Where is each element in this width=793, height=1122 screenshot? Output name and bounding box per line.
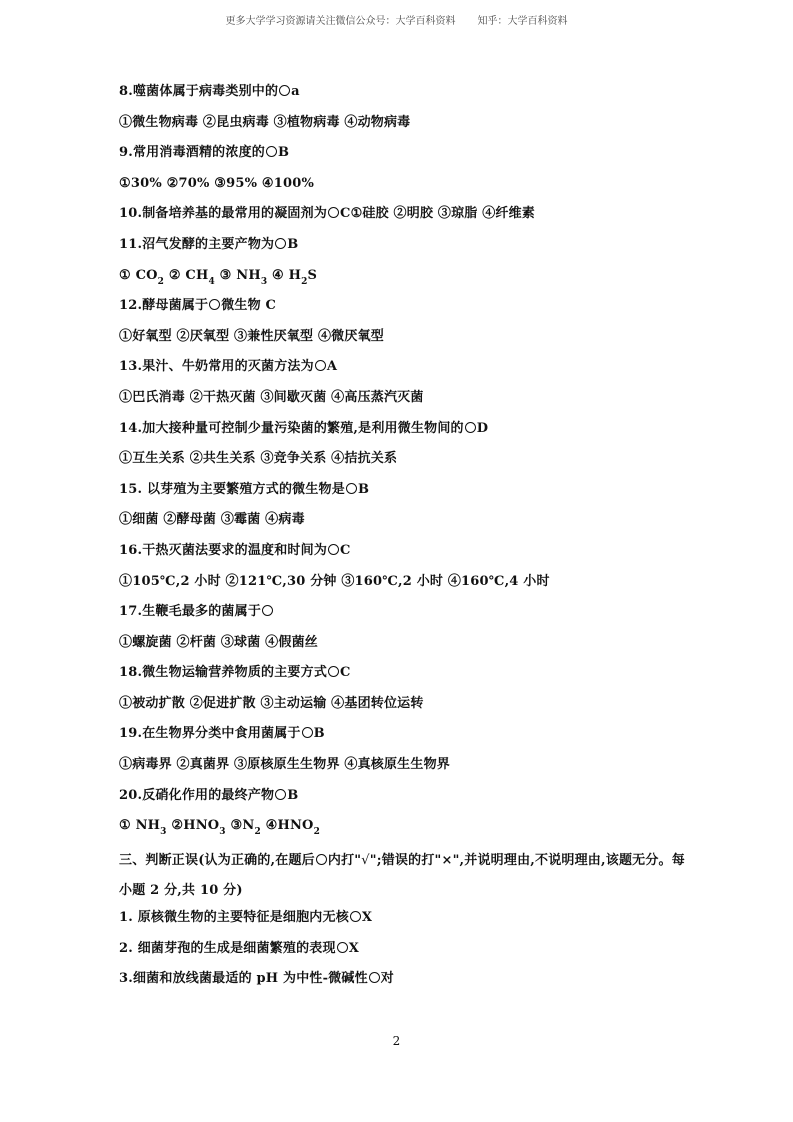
question-13-options: ①巴氏消毒 ②干热灭菌 ③间歇灭菌 ④高压蒸汽灭菌	[119, 389, 424, 405]
judge-2: 2. 细菌芽孢的生成是细菌繁殖的表现 X	[119, 940, 359, 956]
blank-circle	[369, 972, 380, 983]
question-12: 12.酵母菌属于 微生物 C	[119, 298, 277, 314]
question-9-options: ①30% ②70% ③95% ④100%	[119, 175, 315, 191]
question-18: 18.微生物运输营养物质的主要方式 C	[119, 665, 351, 681]
judge-1: 1. 原核微生物的主要特征是细胞内无核 X	[119, 910, 373, 926]
question-20-options: ① $NH_3$ $②HNO_3$ $③N_2$ $④HNO_2$	[119, 818, 321, 838]
header-right: 知乎：大学百科资料	[477, 16, 568, 27]
question-19: 19.在生物界分类中食用菌属于 B	[119, 726, 325, 742]
blank-circle	[328, 207, 339, 218]
question-8: 8.噬菌体属于病毒类别中的 a	[119, 84, 300, 99]
blank-circle	[275, 789, 286, 800]
question-14-options: ①互生关系 ②共生关系 ③竞争关系 ④拮抗关系	[119, 451, 398, 467]
blank-circle	[316, 854, 327, 865]
blank-circle	[302, 727, 313, 738]
question-16: 16.干热灭菌法要求的温度和时间为 C	[119, 542, 351, 558]
question-9: 9.常用消毒酒精的浓度的 B	[119, 145, 290, 161]
blank-circle	[337, 942, 348, 953]
blank-circle	[275, 238, 286, 249]
blank-circle	[328, 666, 339, 677]
question-8-options: ①微生物病毒 ②昆虫病毒 ③植物病毒 ④动物病毒	[119, 114, 411, 130]
blank-circle	[465, 422, 476, 433]
section-3-heading: 三、判断正误(认为正确的,在题后 内打"√";错误的打"×",并说明理由,不说明理由,该题无分。每小题 2 分,共 10 分)	[119, 852, 685, 899]
question-11-options: ① $CO_2$ ② $CH_4$ ③ $NH_3$ ④ $H_2S$	[119, 267, 318, 287]
blank-circle	[328, 544, 339, 555]
question-19-options: ①病毒界 ②真菌界 ③原核原生生物界 ④真核原生生物界	[119, 757, 450, 773]
judge-3: 3.细菌和放线菌最适的 pH 为中性-微碱性 对	[119, 971, 394, 987]
question-10: 10.制备培养基的最常用的凝固剂为 C①硅胶 ②明胶 ③琼脂 ④纤维素	[119, 206, 536, 222]
document-body	[119, 81, 689, 999]
blank-circle	[262, 605, 273, 616]
question-12-options: ①好氧型 ②厌氧型 ③兼性厌氧型 ④微厌氧型	[119, 328, 384, 344]
page-header	[0, 12, 793, 27]
check-mark: √	[361, 852, 370, 868]
blank-circle	[266, 146, 277, 157]
question-17-options: ①螺旋菌 ②杆菌 ③球菌 ④假菌丝	[119, 634, 318, 650]
question-17: 17.生鞭毛最多的菌属于	[119, 601, 689, 632]
blank-circle	[209, 299, 220, 310]
question-18-options: ①被动扩散 ②促进扩散 ③主动运输 ④基团转位运转	[119, 695, 424, 711]
blank-circle	[346, 483, 357, 494]
question-11: 11.沼气发酵的主要产物为 B	[119, 236, 299, 252]
header-left: 更多大学学习资源请关注微信公众号：大学百科资料	[225, 16, 456, 27]
blank-circle	[315, 360, 326, 371]
question-20: 20.反硝化作用的最终产物 B	[119, 787, 299, 803]
question-15: 15. 以芽殖为主要繁殖方式的微生物是 B	[119, 481, 370, 497]
blank-circle	[279, 85, 290, 96]
question-14: 14.加大接种量可控制少量污染菌的繁殖,是利用微生物间的 D	[119, 420, 489, 436]
page-number: 2	[392, 1034, 401, 1048]
question-13: 13.果汁、牛奶常用的灭菌方法为 A	[119, 359, 338, 375]
question-15-options: ①细菌 ②酵母菌 ③霉菌 ④病毒	[119, 512, 305, 528]
blank-circle	[350, 911, 361, 922]
question-16-options: ①105℃,2 小时 ②121℃,30 分钟 ③160℃,2 小时 ④160℃,4 小时	[119, 573, 550, 589]
